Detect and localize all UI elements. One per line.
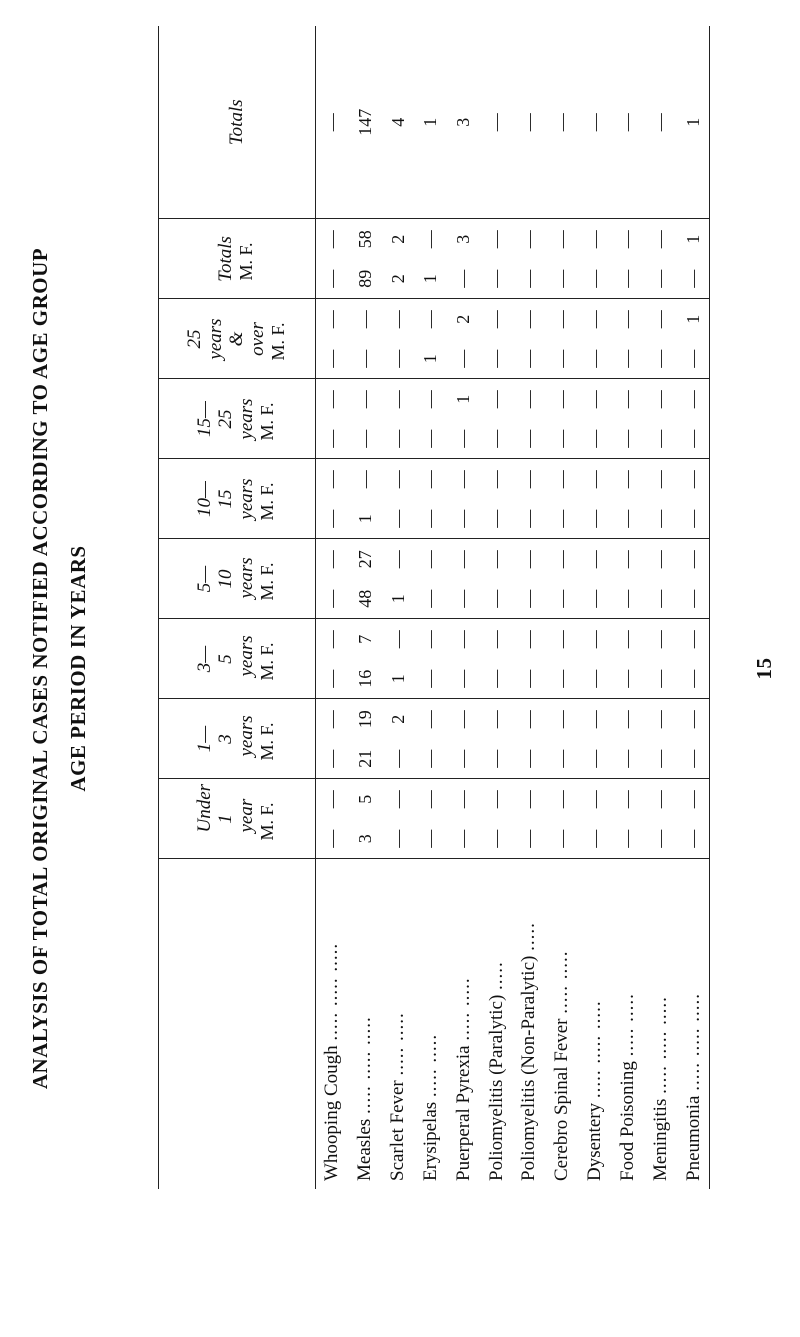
table-cell: — bbox=[480, 659, 513, 699]
table-cell: — bbox=[315, 26, 349, 219]
table-row bbox=[546, 26, 579, 1189]
table-cell: — bbox=[315, 659, 349, 699]
disease-name: Whooping Cough bbox=[321, 1045, 343, 1181]
disease-name: Poliomyelitis (Paralytic) bbox=[485, 994, 507, 1181]
table-cell: — bbox=[513, 259, 546, 299]
table-cell: — bbox=[518, 630, 539, 649]
table-cell: — bbox=[480, 419, 513, 459]
dot-leader: ..... ..... bbox=[387, 1012, 409, 1076]
table-cell: — bbox=[513, 419, 546, 459]
table-cell: — bbox=[677, 739, 710, 779]
table-cell: — bbox=[387, 310, 408, 329]
table-cell: — bbox=[579, 499, 612, 539]
table-cell: — bbox=[321, 630, 342, 649]
table-cell: — bbox=[644, 659, 677, 699]
header-m: M. bbox=[257, 660, 278, 681]
header-m: M. bbox=[257, 420, 278, 441]
table-cell: — bbox=[415, 579, 448, 619]
table-cell: — bbox=[453, 710, 474, 729]
table-cell: — bbox=[321, 550, 342, 569]
table-cell: — bbox=[415, 659, 448, 699]
header-m: M. bbox=[236, 260, 257, 281]
table-cell: — bbox=[546, 499, 579, 539]
table-cell: — bbox=[518, 790, 539, 809]
table-cell: — bbox=[611, 659, 644, 699]
table-cell: — bbox=[513, 819, 546, 859]
table-cell: — bbox=[486, 790, 507, 809]
table-cell: — bbox=[611, 739, 644, 779]
table-cell: — bbox=[480, 26, 513, 219]
table-cell: — bbox=[584, 230, 605, 249]
table-cell: — bbox=[617, 310, 638, 329]
table-cell: — bbox=[644, 499, 677, 539]
dot-leader: ..... bbox=[518, 922, 540, 951]
table-cell: — bbox=[387, 790, 408, 809]
table-cell: — bbox=[420, 790, 441, 809]
table-cell: 89 bbox=[349, 259, 382, 299]
table-cell: — bbox=[321, 390, 342, 409]
table-cell: — bbox=[650, 470, 671, 489]
header-f: F. bbox=[257, 402, 278, 416]
dot-leader: ..... ..... bbox=[551, 950, 573, 1014]
disease-name: Puerperal Pyrexia bbox=[452, 1045, 474, 1181]
table-row bbox=[415, 26, 448, 1189]
table-cell: — bbox=[650, 790, 671, 809]
table-cell: — bbox=[447, 259, 480, 299]
table-header bbox=[158, 26, 315, 1189]
disease-name: Measles bbox=[354, 1118, 376, 1181]
table-cell: — bbox=[546, 26, 579, 219]
table-cell: 1 bbox=[453, 394, 474, 404]
header-m: M. bbox=[257, 580, 278, 601]
table-cell: — bbox=[683, 710, 704, 729]
table-cell: — bbox=[415, 499, 448, 539]
table-cell: — bbox=[513, 339, 546, 379]
header-f: F. bbox=[257, 562, 278, 576]
table-cell: — bbox=[683, 550, 704, 569]
table-cell: — bbox=[480, 739, 513, 779]
table-cell: — bbox=[486, 550, 507, 569]
table-cell: — bbox=[677, 819, 710, 859]
table-cell: — bbox=[420, 390, 441, 409]
table-cell: — bbox=[415, 739, 448, 779]
table-cell: — bbox=[611, 579, 644, 619]
table-cell: — bbox=[382, 819, 415, 859]
table-cell: — bbox=[677, 659, 710, 699]
table-cell: — bbox=[617, 230, 638, 249]
table-cell: — bbox=[387, 390, 408, 409]
table-cell: 147 bbox=[349, 26, 382, 219]
table-cell: — bbox=[677, 259, 710, 299]
header-5-10-years: 5—10 years bbox=[194, 557, 258, 599]
header-f: F. bbox=[257, 722, 278, 736]
table-row bbox=[315, 26, 349, 1189]
table-cell: — bbox=[349, 419, 382, 459]
table-cell: — bbox=[611, 819, 644, 859]
table-cell: — bbox=[387, 550, 408, 569]
table-cell: — bbox=[579, 419, 612, 459]
table-cell: — bbox=[321, 790, 342, 809]
table-cell: — bbox=[447, 739, 480, 779]
table-cell: — bbox=[584, 710, 605, 729]
table-cell: 1 bbox=[683, 234, 704, 244]
table-cell: — bbox=[480, 499, 513, 539]
dot-leader: ..... ..... bbox=[616, 993, 638, 1057]
table-row bbox=[447, 26, 480, 1189]
table-cell: — bbox=[650, 550, 671, 569]
table-cell: 1 bbox=[415, 339, 448, 379]
dot-leader: ..... ..... bbox=[419, 1033, 441, 1098]
table-cell: 5 bbox=[354, 794, 375, 804]
table-row bbox=[579, 26, 612, 1189]
table-cell: — bbox=[579, 659, 612, 699]
table-cell: 3 bbox=[447, 26, 480, 219]
table-cell: — bbox=[453, 630, 474, 649]
table-cell: — bbox=[579, 739, 612, 779]
table-cell: — bbox=[513, 499, 546, 539]
table-cell: — bbox=[551, 390, 572, 409]
table-cell: — bbox=[513, 659, 546, 699]
table-cell: — bbox=[551, 790, 572, 809]
table-cell: — bbox=[650, 710, 671, 729]
header-totals: Totals bbox=[215, 236, 237, 282]
table-cell: — bbox=[677, 419, 710, 459]
table-cell: 1 bbox=[415, 26, 448, 219]
header-m: M. bbox=[267, 340, 288, 361]
table-cell: — bbox=[584, 470, 605, 489]
table-cell: — bbox=[611, 26, 644, 219]
table-row bbox=[644, 26, 677, 1189]
header-3-5-years: 3—5 years bbox=[194, 635, 258, 677]
table-row bbox=[349, 26, 382, 1189]
table-cell: — bbox=[420, 550, 441, 569]
table-cell: — bbox=[447, 659, 480, 699]
table-cell: — bbox=[382, 339, 415, 379]
dot-leader: ..... ..... ..... bbox=[584, 1000, 606, 1099]
table-cell: 2 bbox=[382, 259, 415, 299]
table-cell: — bbox=[650, 390, 671, 409]
disease-name: Cerebro Spinal Fever bbox=[551, 1018, 573, 1181]
table-cell: — bbox=[683, 470, 704, 489]
header-f: F. bbox=[257, 802, 278, 816]
table-cell: 1 bbox=[382, 659, 415, 699]
table-cell: — bbox=[644, 739, 677, 779]
table-cell: — bbox=[480, 259, 513, 299]
table-cell: — bbox=[321, 230, 342, 249]
table-cell: — bbox=[551, 470, 572, 489]
table-cell: — bbox=[480, 339, 513, 379]
table-cell: — bbox=[584, 550, 605, 569]
page-title: ANALYSIS OF TOTAL ORIGINAL CASES NOTIFIED ACCORDING TO AGE GROUP bbox=[28, 247, 52, 1090]
table-cell: — bbox=[546, 739, 579, 779]
dot-leader: ..... ..... ..... bbox=[649, 996, 671, 1094]
table-cell: — bbox=[315, 739, 349, 779]
table-cell: — bbox=[611, 419, 644, 459]
table-cell: — bbox=[513, 579, 546, 619]
table-cell: — bbox=[387, 470, 408, 489]
table-cell: — bbox=[447, 579, 480, 619]
table-cell: — bbox=[415, 419, 448, 459]
table-cell: — bbox=[518, 390, 539, 409]
dot-leader: ..... ..... ..... bbox=[354, 1016, 376, 1114]
table-cell: 16 bbox=[349, 659, 382, 699]
header-f: F. bbox=[267, 322, 288, 336]
header-under-1-year: Under 1 year bbox=[194, 783, 258, 833]
table-cell: — bbox=[579, 26, 612, 219]
table-cell: — bbox=[546, 339, 579, 379]
table-cell: — bbox=[420, 470, 441, 489]
table-cell: — bbox=[546, 819, 579, 859]
table-cell: — bbox=[546, 579, 579, 619]
table-cell: — bbox=[354, 310, 375, 329]
table-cell: — bbox=[617, 470, 638, 489]
table-row bbox=[611, 26, 644, 1189]
table-cell: — bbox=[617, 710, 638, 729]
header-grand-totals: Totals bbox=[225, 99, 247, 146]
table-cell: 58 bbox=[354, 230, 375, 249]
table-cell: — bbox=[584, 790, 605, 809]
dot-leader: ..... bbox=[485, 961, 507, 990]
table-cell: — bbox=[315, 579, 349, 619]
table-cell: — bbox=[551, 310, 572, 329]
table-cell: — bbox=[683, 390, 704, 409]
table-cell: — bbox=[513, 26, 546, 219]
table-cell: — bbox=[551, 630, 572, 649]
header-10-15-years: 10—15 years bbox=[194, 478, 258, 520]
table-cell: — bbox=[518, 230, 539, 249]
table-cell: — bbox=[677, 499, 710, 539]
header-15-25-years: 15—25 years bbox=[194, 398, 258, 440]
table-cell: 1 bbox=[415, 259, 448, 299]
table-cell: — bbox=[382, 739, 415, 779]
table-cell: — bbox=[382, 499, 415, 539]
table-cell: — bbox=[315, 819, 349, 859]
table-cell: — bbox=[447, 819, 480, 859]
table-cell: — bbox=[579, 819, 612, 859]
table-row bbox=[382, 26, 415, 1189]
table-cell: 2 bbox=[387, 234, 408, 244]
table-cell: 4 bbox=[382, 26, 415, 219]
table-cell: 19 bbox=[354, 710, 375, 729]
table-cell: — bbox=[644, 26, 677, 219]
table-cell: — bbox=[486, 470, 507, 489]
table-cell: — bbox=[486, 710, 507, 729]
table-cell: — bbox=[480, 819, 513, 859]
table-cell: — bbox=[513, 739, 546, 779]
table-cell: — bbox=[650, 630, 671, 649]
table-cell: — bbox=[315, 419, 349, 459]
table-cell: 21 bbox=[349, 739, 382, 779]
table-cell: — bbox=[453, 470, 474, 489]
table-cell: — bbox=[518, 710, 539, 729]
table-cell: — bbox=[453, 790, 474, 809]
table-cell: — bbox=[551, 550, 572, 569]
table-cell: — bbox=[315, 499, 349, 539]
table-cell: 2 bbox=[453, 314, 474, 324]
table-cell: — bbox=[617, 790, 638, 809]
table-cell: — bbox=[644, 819, 677, 859]
page-number: 15 bbox=[752, 657, 776, 680]
table-cell: — bbox=[420, 230, 441, 249]
table-cell: — bbox=[617, 390, 638, 409]
table-cell: — bbox=[420, 630, 441, 649]
table-cell: — bbox=[486, 390, 507, 409]
table-cell: — bbox=[677, 579, 710, 619]
header-m: M. bbox=[257, 820, 278, 841]
table-row bbox=[480, 26, 513, 1189]
dot-leader: ..... ..... ..... bbox=[321, 942, 343, 1041]
header-f: F. bbox=[257, 642, 278, 656]
header-1-3-years: 1—3 years bbox=[194, 715, 258, 757]
table-cell: — bbox=[644, 259, 677, 299]
table-cell: — bbox=[321, 710, 342, 729]
table-cell: — bbox=[315, 259, 349, 299]
header-f: F. bbox=[257, 482, 278, 496]
table-cell: — bbox=[546, 259, 579, 299]
table-cell: — bbox=[349, 339, 382, 379]
table-cell: — bbox=[650, 230, 671, 249]
table-cell: 27 bbox=[354, 550, 375, 569]
table-cell: — bbox=[546, 659, 579, 699]
disease-name: Dysentery bbox=[584, 1102, 606, 1181]
table-cell: — bbox=[584, 390, 605, 409]
table-cell: — bbox=[518, 310, 539, 329]
table-cell: — bbox=[447, 339, 480, 379]
table-cell: — bbox=[480, 579, 513, 619]
table-cell: 1 bbox=[382, 579, 415, 619]
table-cell: — bbox=[584, 630, 605, 649]
table-cell: — bbox=[415, 819, 448, 859]
table-cell: 2 bbox=[387, 714, 408, 724]
table-cell: — bbox=[354, 390, 375, 409]
table-cell: — bbox=[644, 419, 677, 459]
dot-leader: ..... ..... ..... bbox=[682, 993, 704, 1091]
table-cell: — bbox=[584, 310, 605, 329]
table-cell: 48 bbox=[349, 579, 382, 619]
table-cell: 3 bbox=[349, 819, 382, 859]
header-m: M. bbox=[257, 500, 278, 521]
table-cell: 3 bbox=[453, 234, 474, 244]
table-cell: — bbox=[650, 310, 671, 329]
table-cell: — bbox=[321, 470, 342, 489]
table-cell: — bbox=[617, 550, 638, 569]
cases-table bbox=[158, 26, 710, 1189]
table-cell: — bbox=[453, 550, 474, 569]
table-cell: — bbox=[579, 339, 612, 379]
table-cell: — bbox=[518, 470, 539, 489]
table-cell: 7 bbox=[354, 634, 375, 644]
table-cell: — bbox=[486, 630, 507, 649]
disease-name: Poliomyelitis (Non-Paralytic) bbox=[518, 955, 540, 1181]
table-cell: — bbox=[518, 550, 539, 569]
table-row bbox=[677, 26, 710, 1189]
table-row bbox=[513, 26, 546, 1189]
table-cell: — bbox=[677, 339, 710, 379]
table-cell: — bbox=[611, 499, 644, 539]
table-cell: — bbox=[579, 579, 612, 619]
table-cell: — bbox=[579, 259, 612, 299]
table-cell: — bbox=[611, 259, 644, 299]
table-cell: — bbox=[546, 419, 579, 459]
table-cell: — bbox=[683, 630, 704, 649]
disease-name: Food Poisoning bbox=[616, 1061, 638, 1181]
table-cell: — bbox=[486, 230, 507, 249]
disease-name: Pneumonia bbox=[682, 1095, 704, 1181]
table-cell: — bbox=[315, 339, 349, 379]
table-cell: — bbox=[551, 710, 572, 729]
table-cell: — bbox=[387, 630, 408, 649]
table-cell: — bbox=[551, 230, 572, 249]
table-cell: — bbox=[420, 310, 441, 329]
table-cell: 1 bbox=[349, 499, 382, 539]
dot-leader: ..... ..... bbox=[452, 977, 474, 1041]
header-m: M. bbox=[257, 740, 278, 761]
table-cell: — bbox=[644, 339, 677, 379]
disease-name: Erysipelas bbox=[419, 1101, 441, 1181]
table-cell: 1 bbox=[683, 314, 704, 324]
table-cell: — bbox=[420, 710, 441, 729]
table-cell: — bbox=[354, 470, 375, 489]
header-f: F. bbox=[236, 242, 257, 256]
table-cell: — bbox=[611, 339, 644, 379]
disease-name: Meningitis bbox=[649, 1098, 671, 1181]
disease-name: Scarlet Fever bbox=[387, 1080, 409, 1181]
table-cell: — bbox=[644, 579, 677, 619]
table-cell: — bbox=[447, 419, 480, 459]
table-cell: — bbox=[617, 630, 638, 649]
header-25-years-and-over: 25 years & over bbox=[183, 318, 268, 360]
page-subtitle: AGE PERIOD IN YEARS bbox=[66, 545, 90, 792]
table-cell: — bbox=[447, 499, 480, 539]
table-cell: — bbox=[486, 310, 507, 329]
table-cell: — bbox=[683, 790, 704, 809]
table-cell: 1 bbox=[677, 26, 710, 219]
table-cell: — bbox=[382, 419, 415, 459]
table-cell: — bbox=[321, 310, 342, 329]
